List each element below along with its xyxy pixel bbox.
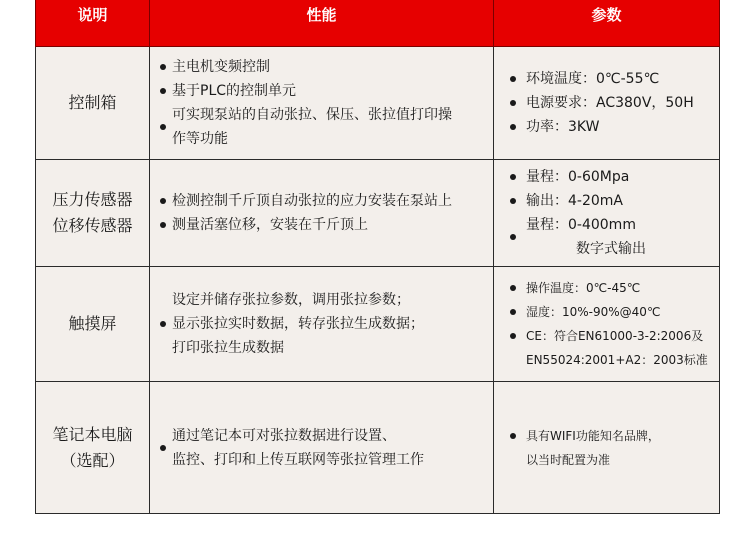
header-description: 说明 — [36, 0, 150, 47]
parameter-item: 量程：0-60Mpa — [510, 165, 719, 189]
row-features — [150, 160, 494, 267]
description-line: 控制箱 — [68, 93, 117, 112]
header-features: 性能 — [150, 0, 494, 47]
row-description — [36, 47, 150, 160]
feature-item: 检测控制千斤顶自动张拉的应力安装在泵站上 — [160, 189, 493, 213]
parameter-item: 电源要求：AC380V，50H — [510, 91, 719, 115]
bullet-icon — [510, 285, 516, 291]
parameter-item: 输出：4-20mA — [510, 189, 719, 213]
bullet-icon — [510, 433, 516, 439]
description-line: 位移传感器 — [52, 216, 133, 235]
bullet-icon — [160, 124, 166, 130]
feature-item: 设定并储存张拉参数，调用张拉参数； 显示张拉实时数据，转存张拉生成数据； 打印张拉生成数据 — [160, 288, 493, 360]
header-row — [36, 0, 720, 47]
feature-item: 通过笔记本可对张拉数据进行设置、 监控、打印和上传互联网等张拉管理工作 — [160, 424, 493, 472]
bullet-icon — [160, 445, 166, 451]
bullet-icon — [510, 124, 516, 130]
feature-item: 主电机变频控制 — [160, 55, 493, 79]
bullet-icon — [160, 222, 166, 228]
parameter-item: 功率：3KW — [510, 115, 719, 139]
bullet-icon — [510, 234, 516, 240]
bullet-icon — [160, 321, 166, 327]
row-parameters — [494, 47, 720, 160]
table-row — [36, 267, 720, 382]
feature-item: 可实现泵站的自动张拉、保压、张拉值打印操 作等功能 — [160, 103, 493, 151]
feature-item: 测量活塞位移，安装在千斤顶上 — [160, 213, 493, 237]
bullet-icon — [510, 100, 516, 106]
description-line: （选配） — [60, 450, 125, 470]
description-line: 笔记本电脑 — [52, 424, 133, 444]
row-features — [150, 47, 494, 160]
table-row — [36, 160, 720, 267]
row-features — [150, 382, 494, 514]
parameter-item: 具有WIFI功能知名品牌， 以当时配置为准 — [510, 424, 719, 472]
description-line: 压力传感器 — [52, 190, 133, 209]
row-parameters — [494, 267, 720, 382]
bullet-icon — [510, 198, 516, 204]
parameter-item: 操作温度：0℃-45℃ — [510, 276, 719, 300]
feature-item: 基于PLC的控制单元 — [160, 79, 493, 103]
bullet-icon — [160, 88, 166, 94]
spec-table — [35, 0, 720, 514]
header-parameters: 参数 — [494, 0, 720, 47]
row-parameters — [494, 160, 720, 267]
row-description — [36, 382, 150, 514]
bullet-icon — [510, 333, 516, 339]
parameter-item: CE：符合EN61000-3-2:2006及 EN55024:2001+A2：2003标准 — [510, 324, 719, 372]
row-parameters — [494, 382, 720, 514]
row-features — [150, 267, 494, 382]
row-description — [36, 160, 150, 267]
bullet-icon — [160, 64, 166, 70]
parameter-item: 湿度：10%-90%@40℃ — [510, 300, 719, 324]
bullet-icon — [160, 198, 166, 204]
table-row — [36, 382, 720, 514]
parameter-item: 量程：0-400mm 数字式输出 — [510, 213, 719, 261]
bullet-icon — [510, 174, 516, 180]
table-row — [36, 47, 720, 160]
description-line: 触摸屏 — [68, 314, 117, 333]
bullet-icon — [510, 76, 516, 82]
parameter-item: 环境温度：0℃-55℃ — [510, 67, 719, 91]
bullet-icon — [510, 309, 516, 315]
row-description — [36, 267, 150, 382]
